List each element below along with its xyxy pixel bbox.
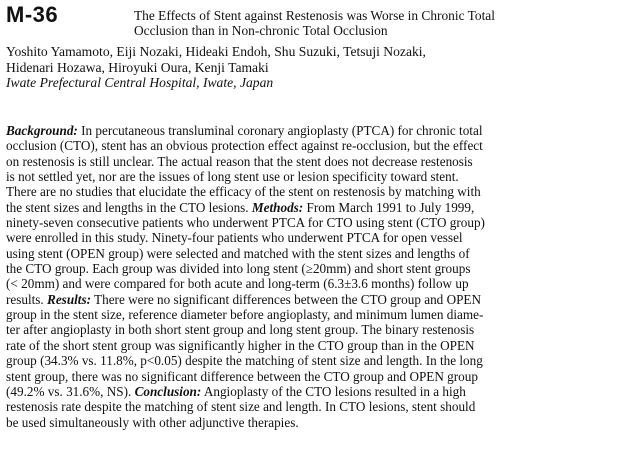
body-line: using stent (OPEN group) were selected and matched with the stent sizes and lengths of xyxy=(6,245,470,261)
authors-line-2: Hidenari Hozawa, Hiroyuki Oura, Kenji Tamaki xyxy=(6,59,269,75)
body-text-segment: the stent sizes and lengths in the CTO lesions. xyxy=(6,199,252,215)
body-line: group in the stent size, reference diameter before angioplasty, and minimum lumen diame- xyxy=(6,307,484,323)
authors-line-1: Yoshito Yamamoto, Eiji Nozaki, Hideaki Endoh, Shu Suzuki, Tetsuji Nozaki, xyxy=(6,44,426,59)
body-line: be used simultaneously with other adjunctive therapies. xyxy=(6,414,299,430)
body-line: rate of the short stent group was significantly higher in the CTO group than in the OPEN xyxy=(6,337,475,353)
conclusion-heading: Conclusion: xyxy=(134,383,202,399)
body-text-segment: results. xyxy=(6,291,48,307)
body-text-segment: Angioplasty of the CTO lesions resulted in a high xyxy=(201,383,466,399)
abstract-title xyxy=(134,8,634,38)
body-line: stent group, there was no significant difference between the CTO group and OPEN group xyxy=(6,368,478,384)
body-line: on restenosis is still unclear. The actual reason that the stent does not decrease restenosis xyxy=(6,153,473,169)
background-heading: Background: xyxy=(6,123,78,138)
body-line xyxy=(6,292,632,307)
abstract-body xyxy=(6,123,632,430)
body-line: the CTO group. Each group was divided into long stent (≥20mm) and short stent groups xyxy=(6,261,471,277)
affiliation: Iwate Prefectural Central Hospital, Iwate, Japan xyxy=(6,75,274,90)
body-text-segment: In percutaneous transluminal coronary angioplasty (PTCA) for chronic total xyxy=(77,123,483,138)
results-heading: Results: xyxy=(47,291,91,307)
body-text-segment: From March 1991 to July 1999, xyxy=(303,199,475,215)
title-line-1: The Effects of Stent against Restenosis was Worse in Chronic Total xyxy=(134,8,495,23)
body-line: (< 20mm) and were compared for both acute and long-term (6.3±3.6 months) follow up xyxy=(6,276,469,292)
body-line: group (34.3% vs. 11.8%, p<0.05) despite the matching of stent size and length. In the long xyxy=(6,353,483,369)
body-line: occlusion (CTO), stent has an obvious protection effect against re-occlusion, but the effect xyxy=(6,138,483,154)
body-line: restenosis rate despite the matching of stent size and length. In CTO lesions, stent should xyxy=(6,399,476,415)
body-line: is not settled yet, nor are the issues of long stent use or lesion specificity toward stent. xyxy=(6,169,459,185)
methods-heading: Methods: xyxy=(251,199,304,215)
abstract-id: M-36 xyxy=(6,2,59,27)
body-line xyxy=(6,384,632,399)
body-text-segment: There were no significant differences between the CTO group and OPEN xyxy=(91,291,482,307)
body-line: were enrolled in this study. Ninety-four patients who underwent PTCA for open vessel xyxy=(6,230,463,246)
body-line: ter after angioplasty in both short stent group and long stent group. The binary restenosis xyxy=(6,322,475,338)
author-block xyxy=(6,44,626,91)
title-line-2: Occlusion than in Non-chronic Total Occlusion xyxy=(134,23,388,38)
body-line: ninety-seven consecutive patients who underwent PTCA for CTO using stent (CTO group) xyxy=(6,215,485,231)
body-text-segment: (49.2% vs. 31.6%, NS). xyxy=(6,383,135,399)
body-line: There are no studies that elucidate the efficacy of the stent on restenosis by matching with xyxy=(6,184,481,200)
body-line xyxy=(6,123,632,138)
body-line xyxy=(6,200,632,215)
